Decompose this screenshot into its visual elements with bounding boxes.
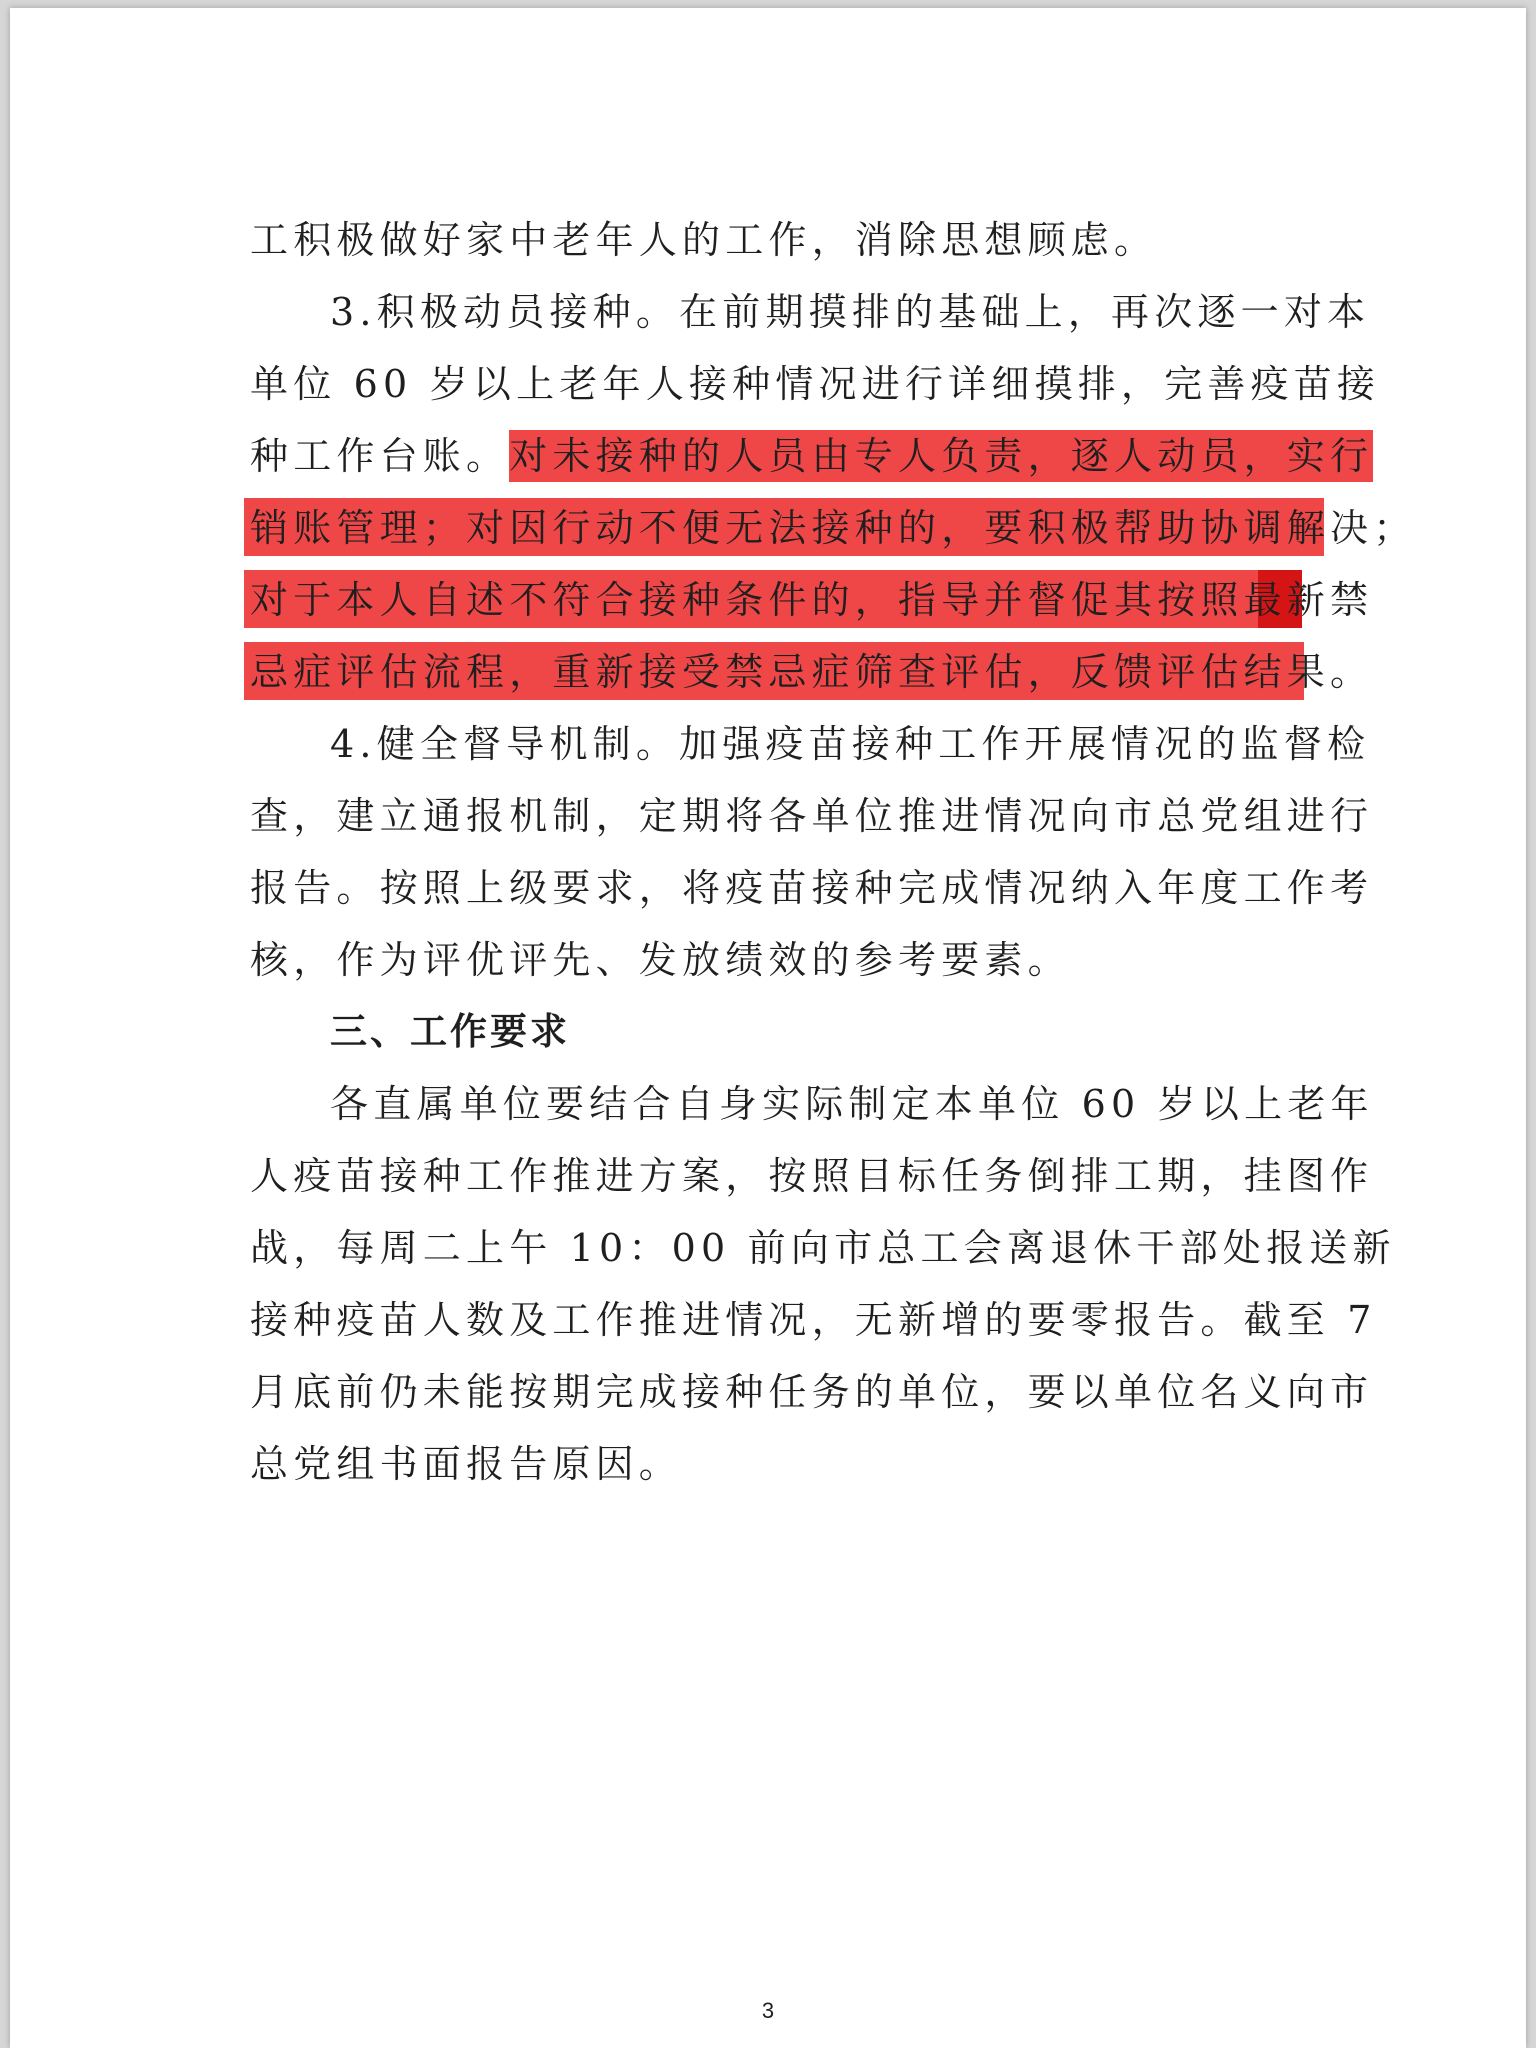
heading-text: 三、工作要求	[330, 1010, 570, 1053]
paragraph-line	[250, 1068, 1374, 1140]
paragraph-line	[250, 1212, 1396, 1284]
line-text: 查，建立通报机制，定期将各单位推进情况向市总党组进行	[250, 794, 1374, 838]
line-text: 对于本人自述不符合接种条件的，指导并督促其按照最新禁	[250, 578, 1374, 622]
paragraph-line	[250, 780, 1374, 852]
highlighted-text: 对未接种的人员由专人负责，逐人动员，实行	[509, 430, 1373, 482]
line-text: 人疫苗接种工作推进方案，按照目标任务倒排工期，挂图作	[250, 1154, 1374, 1198]
line-text: 核，作为评优评先、发放绩效的参考要素。	[250, 938, 1071, 982]
section-heading	[250, 996, 1302, 1068]
paragraph-line	[250, 348, 1381, 420]
paragraph-line	[250, 1428, 1302, 1500]
line-text: 销账管理；对因行动不便无法接种的，要积极帮助协调解决；	[250, 506, 1417, 550]
highlighted-line	[250, 636, 1374, 708]
paragraph-line	[250, 852, 1374, 924]
line-text: 工积极做好家中老年人的工作，消除思想顾虑。	[250, 218, 1158, 262]
highlighted-line	[250, 564, 1374, 636]
page-number: 3	[761, 1998, 775, 2023]
paragraph-line	[250, 924, 1302, 996]
document-body	[250, 204, 1417, 1500]
line-text: 报告。按照上级要求，将疫苗接种完成情况纳入年度工作考	[250, 866, 1374, 910]
line-text: 种工作台账。	[250, 434, 510, 478]
line-text: 各直属单位要结合自身实际制定本单位 60 岁以上老年	[330, 1082, 1374, 1126]
paragraph-line	[250, 708, 1371, 780]
highlighted-line	[250, 492, 1417, 564]
line-text: 月底前仍未能按期完成接种任务的单位，要以单位名义向市	[250, 1370, 1374, 1414]
line-text: 接种疫苗人数及工作推进情况，无新增的要零报告。截至 7	[250, 1298, 1377, 1342]
line-text: 单位 60 岁以上老年人接种情况进行详细摸排，完善疫苗接	[250, 362, 1381, 406]
line-text: 4.健全督导机制。加强疫苗接种工作开展情况的监督检	[330, 722, 1371, 766]
paragraph-line	[250, 1284, 1377, 1356]
line-text: 3.积极动员接种。在前期摸排的基础上，再次逐一对本	[330, 290, 1371, 334]
document-page	[10, 8, 1526, 2048]
line-text: 战，每周二上午 10：00 前向市总工会离退休干部处报送新	[250, 1226, 1396, 1270]
line-text: 忌症评估流程，重新接受禁忌症筛查评估，反馈评估结果。	[250, 650, 1374, 694]
paragraph-line	[250, 420, 1374, 492]
paragraph-line	[250, 1356, 1374, 1428]
line-text: 总党组书面报告原因。	[250, 1442, 683, 1486]
paragraph-line	[250, 1140, 1374, 1212]
paragraph-line	[250, 204, 1302, 276]
paragraph-line	[250, 276, 1371, 348]
